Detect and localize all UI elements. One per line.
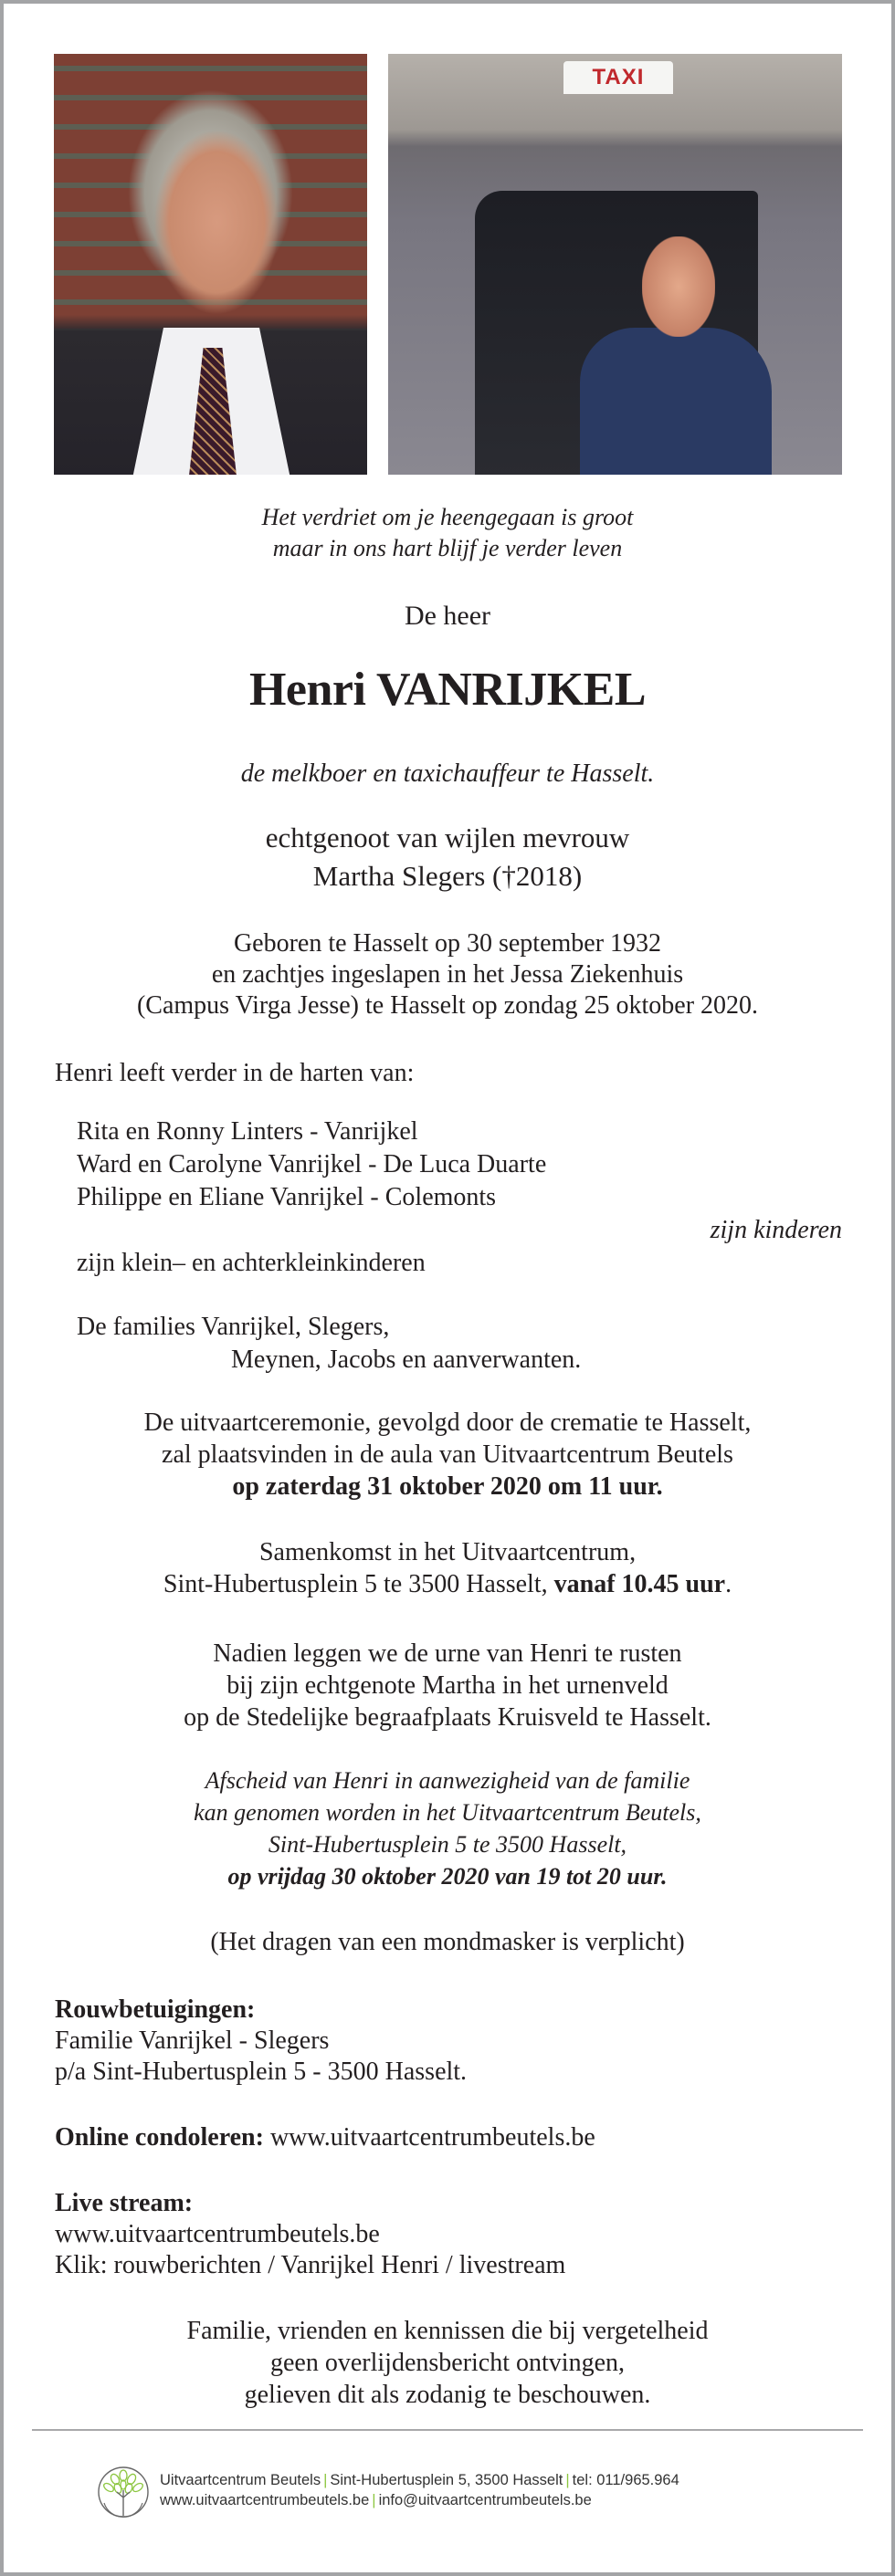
gathering-line-2	[4, 1568, 891, 1601]
families-line-2: Meynen, Jacobs en aanverwanten.	[231, 1346, 582, 1374]
grandchildren: zijn klein– en achterkleinkinderen	[77, 1249, 426, 1277]
child-1: Rita en Ronny Linters - Vanrijkel	[77, 1117, 418, 1146]
child-2: Ward en Carolyne Vanrijkel - De Luca Duarte	[77, 1150, 547, 1178]
livestream-url-link[interactable]: www.uitvaartcentrumbeutels.be	[55, 2220, 380, 2248]
spouse-line-2: Martha Slegers (†2018)	[312, 860, 583, 892]
footer-contact	[160, 2470, 679, 2510]
burial-line-1: Nadien leggen we de urne van Henri te rusten	[213, 1639, 682, 1668]
death-line-1: en zachtjes ingeslapen in het Jessa Ziekenhuis	[211, 960, 684, 989]
tree-in-circle-icon	[97, 2465, 150, 2519]
salutation: De heer	[404, 601, 491, 631]
ceremony-line-2: zal plaatsvinden in de aula van Uitvaartcentrum Beutels	[162, 1440, 733, 1469]
company-website-link[interactable]: www.uitvaartcentrumbeutels.be	[160, 2492, 370, 2508]
survivors-intro: Henri leeft verder in de harten van:	[55, 1059, 415, 1087]
farewell-line-2: kan genomen worden in het Uitvaartcentrum Beutels,	[194, 1799, 701, 1826]
closing-line-2: geen overlijdensbericht ontvingen,	[270, 2349, 625, 2377]
children-label: zijn kinderen	[710, 1216, 842, 1244]
online-condolences	[55, 2121, 895, 2154]
ceremony-date: op zaterdag 31 oktober 2020 om 11 uur.	[232, 1472, 663, 1501]
gathering-line-1: Samenkomst in het Uitvaartcentrum,	[258, 1538, 637, 1566]
separator: |	[372, 2492, 376, 2508]
company-address: Sint-Hubertusplein 5, 3500 Hasselt	[330, 2472, 563, 2488]
livestream-label: Live stream:	[55, 2189, 194, 2217]
farewell-line-1: Afscheid van Henri in aanwezigheid van de familie	[205, 1767, 690, 1794]
quote-line-1: Het verdriet om je heengegaan is groot	[261, 504, 634, 530]
farewell-line-3: Sint-Hubertusplein 5 te 3500 Hasselt,	[268, 1831, 627, 1858]
taxi-sign: TAXI	[563, 61, 673, 94]
spouse-line-1: echtgenoot van wijlen mevrouw	[265, 822, 630, 853]
condolences-address: p/a Sint-Hubertusplein 5 - 3500 Hasselt.	[55, 2058, 468, 2086]
burial-line-2: bij zijn echtgenote Martha in het urnenveld	[226, 1671, 669, 1700]
taxi-photo	[388, 54, 842, 475]
portrait-photo	[54, 54, 367, 475]
burial-line-3: op de Stedelijke begraafplaats Kruisveld te Hasselt.	[184, 1703, 711, 1732]
separator: |	[565, 2472, 570, 2488]
families-line-1: De families Vanrijkel, Slegers,	[77, 1313, 390, 1341]
online-label: Online condoleren:	[55, 2123, 264, 2152]
gathering-time: vanaf 10.45 uur	[553, 1570, 726, 1598]
footer-line-1	[160, 2470, 679, 2490]
online-url-link[interactable]: www.uitvaartcentrumbeutels.be	[263, 2123, 595, 2152]
ceremony-line-1: De uitvaartceremonie, gevolgd door de crematie te Hasselt,	[143, 1408, 752, 1437]
mask-notice: (Het dragen van een mondmasker is verplicht)	[210, 1928, 685, 1956]
condolences-label: Rouwbetuigingen:	[55, 1995, 256, 2024]
footer-divider	[32, 2429, 863, 2431]
birth-line: Geboren te Hasselt op 30 september 1932	[233, 929, 662, 958]
child-3: Philippe en Eliane Vanrijkel - Colemonts	[77, 1183, 497, 1211]
occupation: de melkboer en taxichauffeur te Hasselt.	[240, 759, 655, 788]
death-line-2: (Campus Virga Jesse) te Hasselt op zondag 25 oktober 2020.	[136, 991, 759, 1020]
condolences-name: Familie Vanrijkel - Slegers	[55, 2026, 330, 2055]
farewell-date: op vrijdag 30 oktober 2020 van 19 tot 20 uur.	[227, 1863, 668, 1890]
obituary-page	[4, 4, 891, 2572]
company-name: Uitvaartcentrum Beutels	[160, 2472, 321, 2488]
face-shape	[642, 236, 715, 337]
company-email-link[interactable]: info@uitvaartcentrumbeutels.be	[378, 2492, 592, 2508]
jacket-shape	[580, 328, 772, 475]
footer-line-2	[160, 2490, 679, 2510]
closing-line-1: Familie, vrienden en kennissen die bij vergetelheid	[186, 2317, 709, 2345]
separator: |	[323, 2472, 328, 2488]
quote-line-2: maar in ons hart blijf je verder leven	[272, 535, 623, 561]
company-phone[interactable]: tel: 011/965.964	[572, 2472, 679, 2488]
gathering-period: .	[725, 1570, 732, 1598]
deceased-name: Henri VANRIJKEL	[248, 664, 647, 716]
closing-line-3: gelieven dit als zodanig te beschouwen.	[244, 2381, 651, 2409]
livestream-path: Klik: rouwberichten / Vanrijkel Henri / livestream	[55, 2251, 566, 2279]
funeral-home-footer	[97, 2465, 827, 2519]
gathering-address: Sint-Hubertusplein 5 te 3500 Hasselt,	[163, 1570, 554, 1598]
